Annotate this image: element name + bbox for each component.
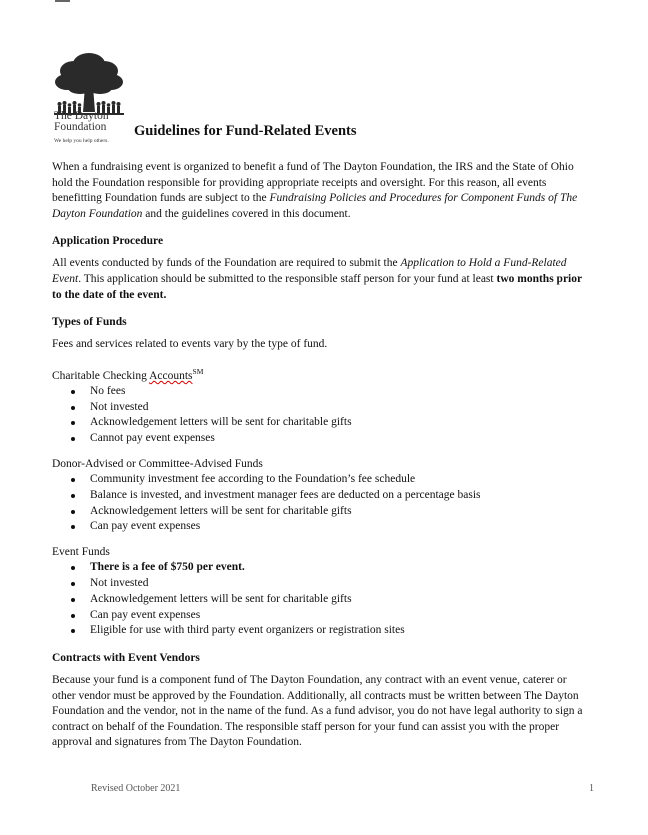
policy-document-title: Fundraising Policies and Procedures for Component Funds of The Dayton Foundation	[52, 192, 578, 220]
list-item: Can pay event expenses	[52, 608, 592, 624]
event-funds-list	[52, 560, 592, 639]
logo-line-2: Foundation	[54, 121, 107, 133]
intro-paragraph	[52, 160, 592, 222]
list-item: Acknowledgement letters will be sent for charitable gifts	[52, 415, 592, 431]
logo-wordmark	[54, 111, 130, 133]
list-item: Can pay event expenses	[52, 519, 592, 535]
event-funds-label: Event Funds	[52, 546, 110, 559]
application-text-2: . This application should be submitted to the responsible staff person for your fund at least	[78, 272, 497, 285]
list-item: There is a fee of $750 per event.	[52, 560, 592, 576]
application-paragraph	[52, 256, 592, 303]
list-item: Not invested	[52, 576, 592, 592]
logo-line-1: The Dayton	[54, 110, 109, 122]
list-item: Eligible for use with third party event organizers or registration sites	[52, 623, 592, 639]
tree-icon	[54, 50, 124, 116]
daf-list	[52, 472, 592, 535]
list-item: Acknowledgement letters will be sent for charitable gifts	[52, 592, 592, 608]
types-heading: Types of Funds	[52, 316, 127, 329]
application-text-1: All events conducted by funds of the Foundation are required to submit the	[52, 257, 401, 270]
cca-label	[52, 364, 592, 384]
cca-list	[52, 384, 592, 447]
list-item: Community investment fee according to the Foundation’s fee schedule	[52, 472, 592, 488]
intro-text-2: and the guidelines covered in this document.	[142, 207, 351, 220]
cca-label-prefix: Charitable Checking	[52, 369, 150, 382]
application-deadline: two months prior to the date of the event.	[52, 272, 582, 301]
foundation-logo	[52, 50, 128, 146]
intro-text-1: When a fundraising event is organized to benefit a fund of The Dayton Foundation, the IRS and the State of Ohio hold the Foundation responsible for providing appropriate receipts and oversight. For this reason, all events benefitting Foundation funds are subject to the	[52, 161, 574, 205]
page-footer	[91, 783, 594, 794]
list-item: Cannot pay event expenses	[52, 431, 592, 447]
application-heading: Application Procedure	[52, 235, 164, 248]
list-item: Balance is invested, and investment manager fees are deducted on a percentage basis	[52, 488, 592, 504]
cca-label-word: Accounts	[149, 369, 193, 382]
document-header	[52, 50, 592, 146]
list-item: Not invested	[52, 400, 592, 416]
list-item: No fees	[52, 384, 592, 400]
contracts-heading: Contracts with Event Vendors	[52, 652, 200, 665]
contracts-paragraph: Because your fund is a component fund of The Dayton Foundation, any contract with an event venue, caterer or other vendor must be approved by the Foundation. Additionally, all contracts must be written between The Dayton Foundation and the vendor, not in the name of the fund. As a fund advisor, you do not have legal authority to sign a contract on behalf of the Foundation. The responsible staff person for your fund can assist you with the proper approval and signatures from The Dayton Foundation.	[52, 674, 583, 749]
application-form-title: Application to Hold a Fund-Related Event	[52, 257, 567, 285]
revision-date: Revised October 2021	[91, 783, 181, 794]
page-number: 1	[589, 783, 594, 794]
daf-label: Donor-Advised or Committee-Advised Funds	[52, 457, 263, 470]
service-mark: SM	[192, 366, 204, 376]
types-intro: Fees and services related to events vary by the type of fund.	[52, 338, 328, 351]
page-edge-mark	[55, 0, 70, 2]
document-page	[52, 50, 592, 751]
logo-tagline: We help you help others.	[54, 138, 109, 144]
list-item: Acknowledgement letters will be sent for charitable gifts	[52, 504, 592, 520]
page-title: Guidelines for Fund-Related Events	[134, 123, 357, 139]
